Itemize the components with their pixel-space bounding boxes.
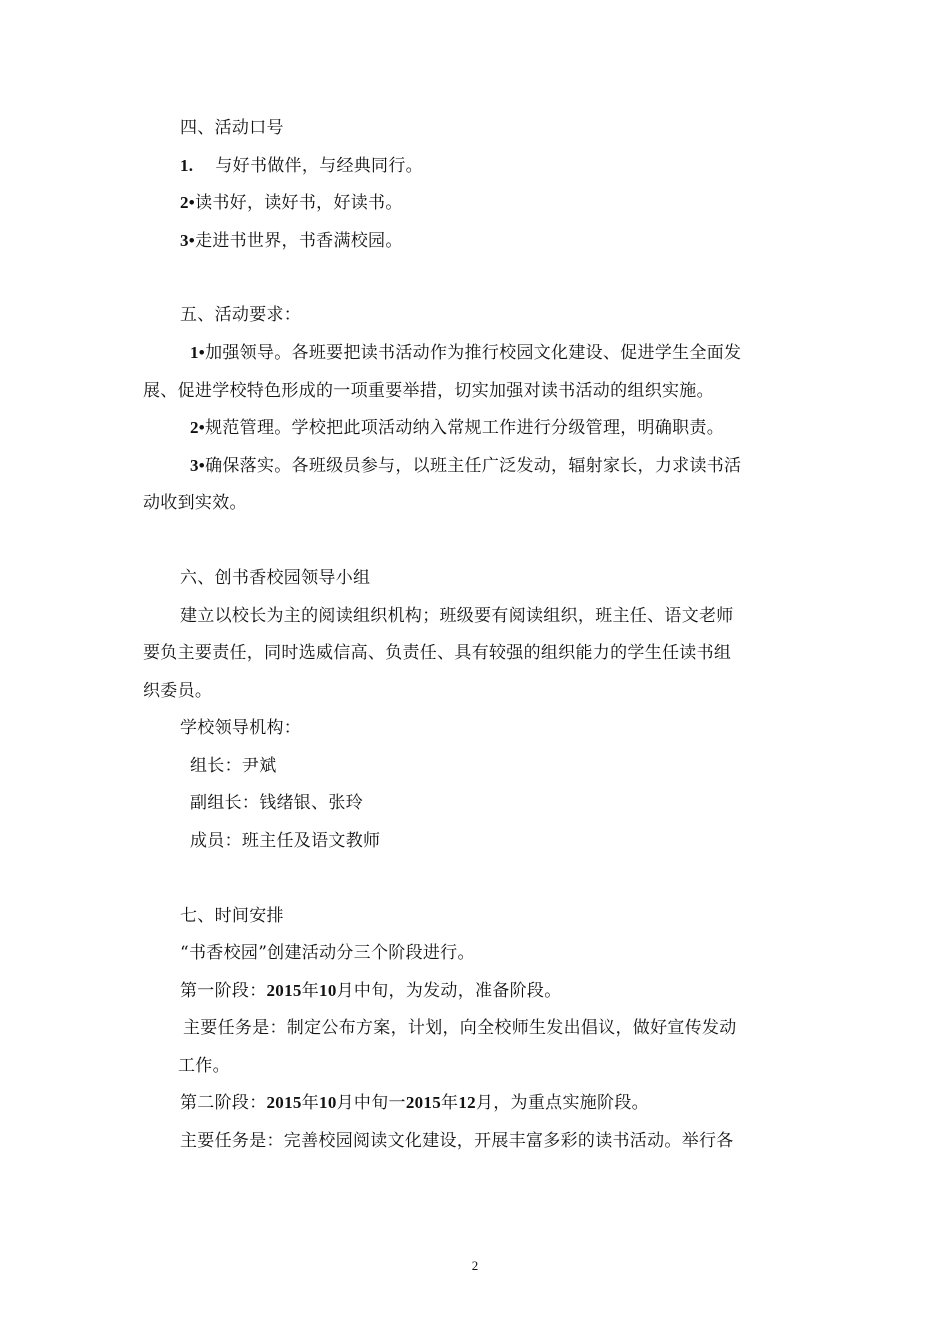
requirement-item-1-line-2: 展、促进学校特色形成的一项重要举措，切实加强对读书活动的组织实施。 — [143, 381, 714, 401]
requirement-item-1-number: 1• — [190, 343, 206, 362]
group-vice-leader: 副组长：钱绪银、张玲 — [190, 793, 363, 813]
stage-2-task-line-1: 主要任务是：完善校园阅读文化建设，开展丰富多彩的读书活动。举行各 — [180, 1131, 734, 1151]
slogan-item-1 — [180, 154, 423, 178]
slogan-item-1-text: 与好书做伴，与经典同行。 — [215, 156, 423, 176]
slogan-item-2-number: 2• — [180, 193, 196, 212]
org-title: 学校领导机构： — [180, 718, 302, 738]
section-6-heading: 六、创书香校园领导小组 — [180, 568, 371, 588]
slogan-item-3 — [180, 229, 403, 253]
section-7-heading: 七、时间安排 — [180, 906, 284, 926]
requirement-item-3-line-2: 动收到实效。 — [143, 493, 247, 513]
group-paragraph-line-3: 织委员。 — [143, 681, 213, 701]
group-paragraph-line-2: 要负主要责任，同时选威信高、负责任、具有较强的组织能力的学生任读书组 — [143, 643, 732, 663]
group-paragraph-line-1: 建立以校长为主的阅读组织机构；班级要有阅读组织，班主任、语文老师 — [180, 606, 734, 626]
stage-1-task-line-2: 工作。 — [178, 1056, 230, 1076]
requirement-item-2-number: 2• — [190, 418, 206, 437]
slogan-item-3-text: 走进书世界，书香满校园。 — [195, 231, 403, 251]
group-members: 成员：班主任及语文教师 — [190, 831, 381, 851]
requirement-item-3-number: 3• — [190, 456, 206, 475]
requirement-item-3-line-1: 3•确保落实。各班级员参与，以班主任广泛发动，辐射家长，力求读书活 — [190, 456, 742, 476]
schedule-intro: “书香校园”创建活动分三个阶段进行。 — [180, 943, 475, 963]
section-4-heading: 四、活动口号 — [180, 118, 284, 138]
stage-1: 第一阶段：2015年10月中旬，为发动，准备阶段。 — [180, 981, 562, 1001]
stage-2: 第二阶段：2015年10月中旬一2015年12月，为重点实施阶段。 — [180, 1093, 649, 1113]
requirement-item-2: 2•规范管理。学校把此项活动纳入常规工作进行分级管理，明确职责。 — [190, 418, 725, 438]
group-leader: 组长：尹斌 — [190, 756, 277, 776]
requirement-item-1-line-1: 1•加强领导。各班要把读书活动作为推行校园文化建设、促进学生全面发 — [190, 343, 742, 363]
slogan-item-2-text: 读书好，读好书，好读书。 — [195, 193, 403, 213]
slogan-item-1-number: 1. — [180, 156, 194, 175]
slogan-item-3-number: 3• — [180, 231, 196, 250]
stage-1-task-line-1: 主要任务是：制定公布方案，计划，向全校师生发出倡议，做好宣传发动 — [183, 1018, 737, 1038]
page-number: 2 — [471, 1258, 479, 1273]
slogan-item-2 — [180, 191, 403, 215]
section-5-heading: 五、活动要求： — [180, 305, 302, 325]
